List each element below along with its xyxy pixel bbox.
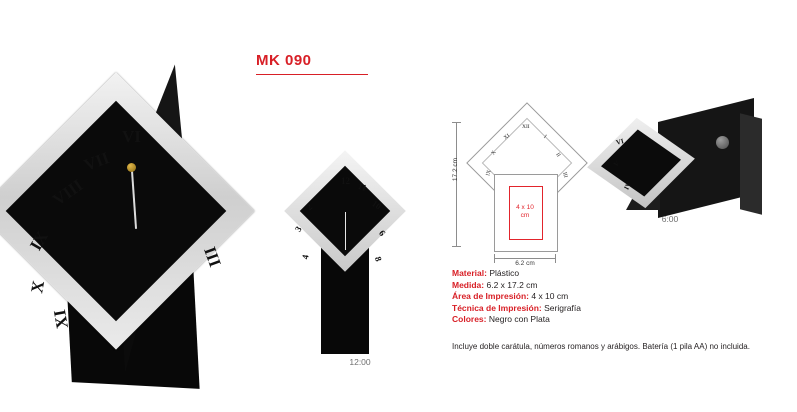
print-area-label <box>509 204 541 219</box>
hero-product-image <box>10 55 260 385</box>
spec-label: Colores: <box>452 314 487 325</box>
spec-row-area-impresion <box>452 291 581 303</box>
hero-numeral: IX <box>26 227 52 254</box>
drawing-numeral: IX <box>485 169 493 177</box>
front-view-image <box>280 150 410 355</box>
technical-drawing <box>452 108 590 267</box>
specifications-list <box>452 268 581 326</box>
hero-dial <box>0 72 255 349</box>
spec-value: Serigrafía <box>541 302 581 313</box>
print-area-line2: cm <box>520 211 530 219</box>
front-numeral: 3 <box>292 224 304 234</box>
spec-label: Área de Impresión: <box>452 291 529 302</box>
hero-numeral: III <box>200 244 225 270</box>
drawing-numeral: XII <box>522 124 530 130</box>
back-numeral: VI <box>615 137 625 147</box>
hero-numeral: VI <box>122 127 141 146</box>
back-adjust-knob <box>716 136 729 149</box>
front-numeral: 10 <box>369 198 384 212</box>
drawing-numeral: III <box>561 171 569 179</box>
front-numeral: 4 <box>299 253 311 261</box>
spec-label: Material: <box>452 268 487 278</box>
spec-row-material <box>452 268 581 280</box>
spec-value: Plástico <box>486 268 520 278</box>
spec-label: Medida: <box>452 279 485 290</box>
front-numeral: 2 <box>304 201 315 213</box>
spec-row-tecnica-impresion <box>452 303 581 315</box>
drawing-numeral: II <box>554 151 562 159</box>
back-numeral: IV <box>622 180 634 192</box>
front-numeral: 6 <box>376 228 388 238</box>
hero-numeral: X <box>27 279 49 295</box>
hero-clock-pin <box>127 163 136 172</box>
spec-label: Técnica de Impresión: <box>452 302 542 313</box>
spec-row-medida <box>452 280 581 292</box>
width-dimension-line <box>494 258 556 259</box>
height-tick-bottom <box>452 246 461 247</box>
title-divider <box>256 74 368 75</box>
back-edge <box>740 113 762 214</box>
spec-value: 6.2 x 17.2 cm <box>484 279 538 290</box>
back-view-image <box>600 108 770 218</box>
height-tick-top <box>452 122 461 123</box>
hero-numeral: XI <box>49 308 72 331</box>
spec-value: Negro con Plata <box>486 314 550 325</box>
back-numeral: V <box>612 159 622 169</box>
front-numeral: 11 <box>356 180 368 194</box>
width-dimension-label: 6.2 cm <box>515 260 535 267</box>
drawing-numeral: I <box>542 134 548 140</box>
front-clock-hand <box>345 212 346 250</box>
back-view-caption: 6:00 <box>661 214 679 224</box>
spec-value: 4 x 10 cm <box>529 291 569 302</box>
hero-numeral: VIII <box>49 175 87 210</box>
height-dimension-line <box>456 122 457 246</box>
drawing-numeral: XI <box>502 132 512 142</box>
front-view-caption: 12:00 <box>349 357 371 367</box>
product-note: Incluye doble carátula, números romanos y arábigos. Batería (1 pila AA) no incluida. <box>452 342 750 351</box>
height-dimension-label: 17.2 cm <box>452 157 460 182</box>
front-numeral: 12 <box>341 176 350 186</box>
front-numeral: 8 <box>372 255 384 263</box>
spec-row-colores <box>452 314 581 326</box>
drawing-numeral: X <box>490 149 498 157</box>
print-area-line1: 4 x 10 <box>516 204 534 211</box>
hero-numeral: VII <box>81 148 112 175</box>
page-title: MK 090 <box>256 52 312 69</box>
